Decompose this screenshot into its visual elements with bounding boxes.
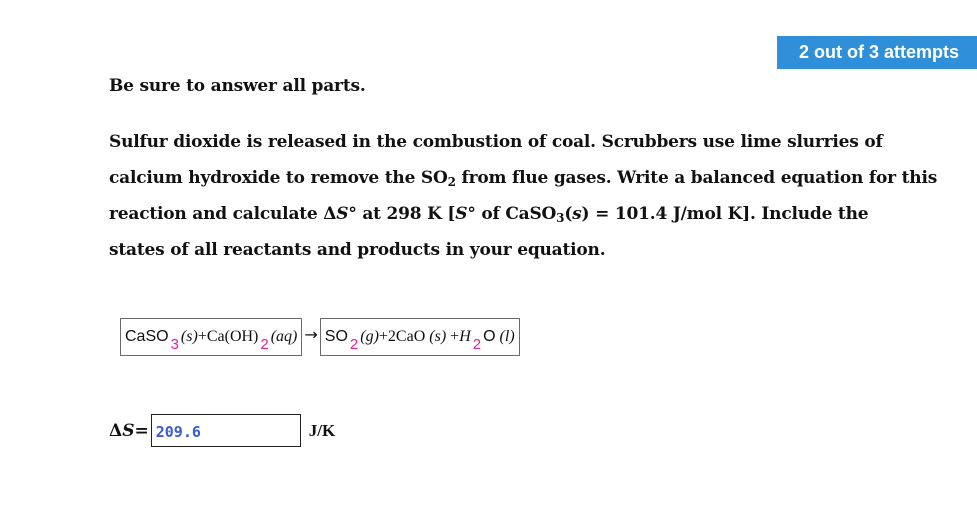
attempts-badge: 2 out of 3 attempts bbox=[777, 36, 977, 69]
reactant-caoh2-subscript: 2 bbox=[260, 335, 269, 353]
entropy-value-input[interactable]: 209.6 bbox=[151, 414, 301, 447]
products-input[interactable] bbox=[320, 318, 520, 356]
product-cao-state: (s) bbox=[429, 328, 447, 345]
product-h2o-state: (l) bbox=[499, 328, 515, 345]
reactant-caso3-state: (s) bbox=[180, 328, 198, 345]
reactant-caoh2-state: (aq) bbox=[270, 328, 298, 345]
q3-c: ° of CaSO bbox=[467, 204, 557, 224]
q3-d: ( bbox=[564, 204, 573, 224]
question-line-2 bbox=[109, 164, 974, 200]
product-h2o-subscript: 2 bbox=[472, 335, 482, 353]
question-line-3 bbox=[109, 200, 974, 236]
so2-subscript: 2 bbox=[447, 175, 456, 189]
reactant-caso3-subscript: 3 bbox=[170, 335, 179, 353]
entropy-unit: J/K bbox=[308, 420, 336, 440]
q3-s1: S bbox=[336, 204, 349, 224]
q3-e: ) = 101.4 J/mol K]. Include the bbox=[581, 204, 869, 224]
question-line-1: Sulfur dioxide is released in the combustion of coal. Scrubbers use lime slurries of bbox=[109, 132, 883, 152]
product-cao: +2CaO bbox=[378, 328, 426, 345]
caso3-subscript: 3 bbox=[556, 211, 565, 225]
instruction-text: Be sure to answer all parts. bbox=[109, 76, 366, 96]
q3-b: ° at 298 K [ bbox=[348, 204, 456, 224]
reactant-caoh: +Ca(OH) bbox=[197, 328, 259, 345]
product-so2-state: (g) bbox=[360, 328, 379, 345]
reactants-input[interactable] bbox=[120, 318, 302, 356]
question-text bbox=[109, 128, 974, 272]
entropy-delta: Δ bbox=[109, 420, 123, 441]
question-line-2-pre: calcium hydroxide to remove the SO bbox=[109, 168, 448, 188]
q3-state-s: s bbox=[572, 204, 582, 224]
question-line-2-post: from flue gases. Write a balanced equation for this bbox=[455, 168, 938, 188]
q3-a: reaction and calculate Δ bbox=[109, 204, 337, 224]
reactant-caso: CaSO bbox=[125, 328, 169, 345]
product-so2-subscript: 2 bbox=[349, 335, 359, 353]
product-h: H bbox=[459, 328, 471, 345]
equation-row bbox=[120, 318, 520, 358]
question-line-4: states of all reactants and products in your equation. bbox=[109, 240, 606, 260]
product-plus: + bbox=[450, 328, 460, 345]
product-o: O bbox=[483, 328, 496, 345]
q3-s2: S bbox=[455, 204, 468, 224]
entropy-s: S bbox=[122, 420, 135, 441]
entropy-equals: = bbox=[134, 420, 149, 441]
reaction-arrow-icon: → bbox=[304, 324, 318, 344]
product-so: SO bbox=[324, 328, 348, 345]
entropy-answer-row bbox=[109, 414, 335, 447]
